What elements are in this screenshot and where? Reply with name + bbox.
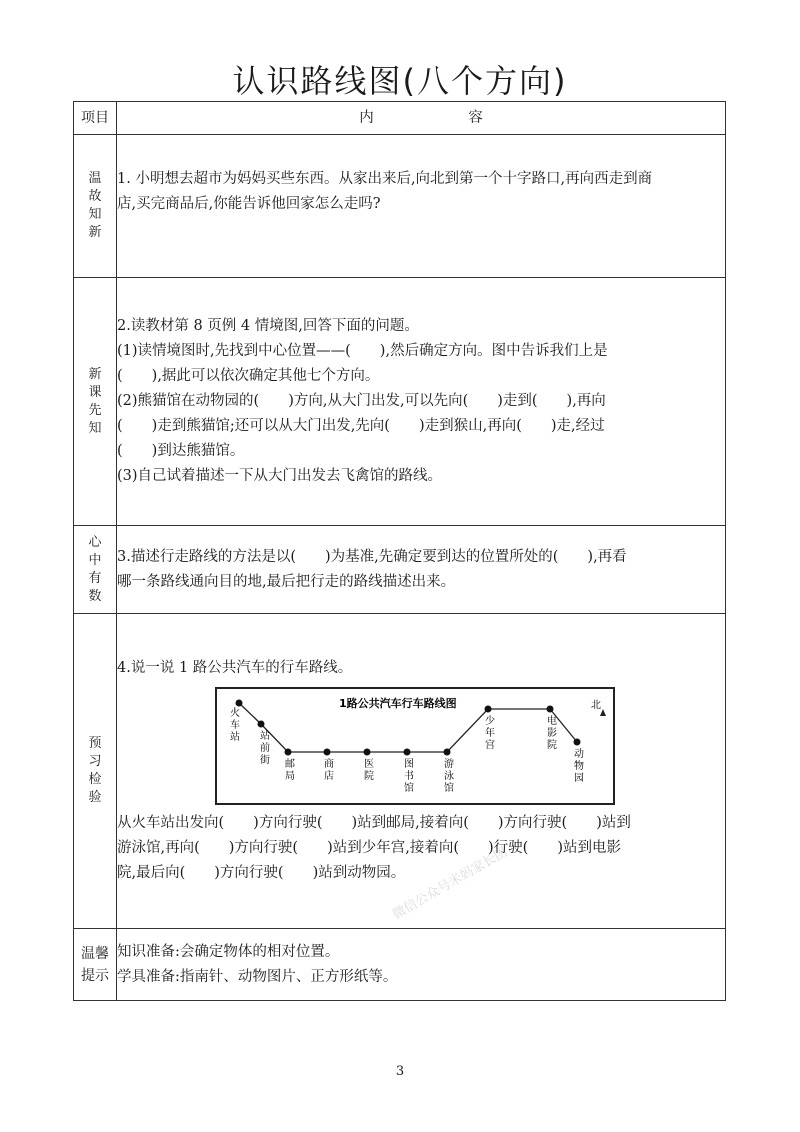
text-line: ( ),据此可以依次确定其他七个方向。 (117, 368, 380, 384)
row-content (117, 614, 726, 929)
row-label: 温馨提示 (74, 929, 117, 1001)
station-dot (404, 749, 411, 756)
text-line: 店,买完商品后,你能告诉他回家怎么走吗? (117, 196, 381, 212)
text-line: 院,最后向( )方向行驶( )站到动物园。 (117, 865, 406, 881)
row-tips (74, 929, 726, 1001)
station-dot (444, 749, 451, 756)
station-label: 邮局 (285, 759, 295, 782)
text-line: 4.说一说 1 路公共汽车的行车路线。 (117, 660, 353, 676)
row-label: 温故知新 (74, 135, 117, 278)
text-line: 1. 小明想去超市为妈妈买些东西。从家出来后,向北到第一个十字路口,再向西走到商 (117, 171, 653, 187)
text-line: (3)自己试着描述一下从大门出发去飞禽馆的路线。 (117, 468, 443, 484)
text-line: 3.描述行走路线的方法是以( )为基准,先确定要到达的位置所处的( ),再看 (117, 548, 627, 565)
row-label: 新课先知 (74, 278, 117, 526)
diagram-title: 1路公共汽车行车路线图 (339, 697, 457, 710)
text-line: 从火车站出发向( )方向行驶( )站到邮局,接着向( )方向行驶( )站到 (117, 815, 631, 831)
station-dot (285, 749, 292, 756)
text-line: ( )走到熊猫馆;还可以从大门出发,先向( )走到猴山,再向( )走,经过 (117, 418, 605, 434)
station-label: 图书馆 (404, 759, 414, 794)
station-label: 少年宫 (485, 716, 495, 751)
station-label: 站前街 (260, 731, 270, 766)
worksheet-table (73, 101, 726, 1001)
watermark-text: 微信公众号米妈家长团 (390, 844, 511, 923)
station-label: 商店 (324, 759, 334, 782)
bus-route-diagram (215, 687, 615, 805)
row-content (117, 135, 726, 278)
station-label: 电影院 (547, 716, 557, 751)
text-line: 哪一条路线通向目的地,最后把行走的路线描述出来。 (117, 573, 456, 590)
station-dot (236, 700, 243, 707)
row-new-lesson (74, 278, 726, 526)
header-item: 项目 (74, 102, 117, 135)
row-label: 心中有数 (74, 526, 117, 614)
text-line: 2.读教材第 8 页例 4 情境图,回答下面的问题。 (117, 318, 419, 334)
station-dot (547, 706, 554, 713)
row-content (117, 526, 726, 614)
station-label: 动物园 (574, 749, 584, 784)
text-line: 游泳馆,再向( )方向行驶( )站到少年宫,接着向( )行驶( )站到电影 (117, 840, 621, 856)
station-dot (324, 749, 331, 756)
station-dot (258, 721, 265, 728)
row-content (117, 929, 726, 1001)
header-content: 内 容 (117, 102, 726, 135)
station-dot (485, 706, 492, 713)
station-label: 火车站 (230, 708, 240, 743)
station-label: 游泳馆 (444, 759, 454, 794)
row-preview-check (74, 614, 726, 929)
header-row (74, 102, 726, 135)
text-line: 学具准备:指南针、动物图片、正方形纸等。 (117, 968, 398, 985)
station-label: 医院 (364, 759, 374, 782)
text-line: ( )到达熊猫馆。 (117, 443, 245, 459)
row-label: 预习检验 (74, 614, 117, 929)
row-content (117, 278, 726, 526)
text-line: (1)读情境图时,先找到中心位置——( ),然后确定方向。图中告诉我们上是 (117, 343, 608, 359)
text-line: (2)熊猫馆在动物园的( )方向,从大门出发,可以先向( )走到( ),再向 (117, 393, 606, 409)
station-dot (364, 749, 371, 756)
row-summary (74, 526, 726, 614)
page-title: 认识路线图(八个方向) (232, 62, 568, 100)
text-line: 知识准备:会确定物体的相对位置。 (117, 943, 340, 960)
station-dot (574, 739, 581, 746)
north-label: 北 (591, 700, 601, 711)
row-review (74, 135, 726, 278)
page-number: 3 (395, 1064, 405, 1079)
